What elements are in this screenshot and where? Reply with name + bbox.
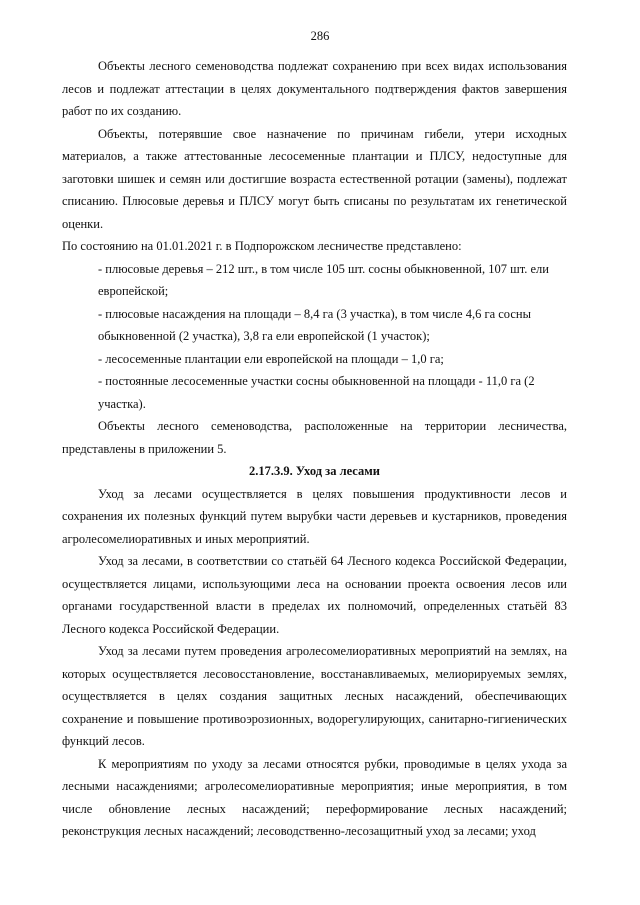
list-item-plus-stands: - плюсовые насаждения на площади – 8,4 га (3 участка), в том числе 4,6 га сосны обыкновенной (2 участка), 3,8 га ели европейской (1 участок); bbox=[98, 306, 532, 343]
page-number: 286 bbox=[310, 29, 330, 43]
paragraph-appendix-reference: Объекты лесного семеноводства, расположенные на территории лесничества, представлены в приложении 5. bbox=[62, 419, 567, 456]
paragraph-forest-care-legal-basis: Уход за лесами, в соответствии со статьёй 64 Лесного кодекса Российской Федерации, осуществляется лицами, использующими леса на основании проекта освоения лесов или органами государственной власти в пределах их полномочий, определенных статьёй 83 Лесного кодекса Российской Федерации. bbox=[62, 554, 567, 636]
paragraph-agroforestry-measures: Уход за лесами путем проведения агролесомелиоративных мероприятий на землях, на которых осуществляется лесовосстановление, восстанавливаемых, мелиорируемых землях, осуществляется в целях создания защитных лесных насаждений, обеспечивающих сохранение и повышение противоэрозионных, водорегулирующих, санитарно-гигиенических функций лесов. bbox=[62, 644, 567, 748]
list-item-seed-plantations: - лесосеменные плантации ели европейской на площади – 1,0 га; bbox=[98, 351, 444, 366]
list-item-plus-trees: - плюсовые деревья – 212 шт., в том числе 105 шт. сосны обыкновенной, 107 шт. ели европейской; bbox=[98, 261, 549, 298]
document-body bbox=[62, 55, 567, 843]
paragraph-seed-objects-writeoff: Объекты, потерявшие свое назначение по причинам гибели, утери исходных материалов, а также аттестованные лесосеменные плантации и ПЛСУ, недоступные для заготовки шишек и семян или достигшие возраста естественной ротации (замены), подлежат списанию. Плюсовые деревья и ПЛСУ могут быть списаны по результатам их генетической оценки. bbox=[62, 126, 567, 231]
list-item-permanent-seed-plots: - постоянные лесосеменные участки сосны обыкновенной на площади - 11,0 га (2 участка). bbox=[98, 374, 535, 411]
section-heading: 2.17.3.9. Уход за лесами bbox=[249, 464, 380, 478]
paragraph-seed-objects-preservation: Объекты лесного семеноводства подлежат сохранению при всех видах использования лесов и подлежат аттестации в целях документального подтверждения фактов завершения работ по их созданию. bbox=[62, 59, 567, 118]
paragraph-care-activities-list: К мероприятиям по уходу за лесами относятся рубки, проводимые в целях ухода за лесными насаждениями; агролесомелиоративные мероприятия; иные мероприятия, в том числе обновление лесных насаждений; переформирование лесных насаждений; реконструкция лесных насаждений; лесоводственно-лесозащитный уход за лесами; уход bbox=[62, 756, 567, 838]
paragraph-forest-care-purpose: Уход за лесами осуществляется в целях повышения продуктивности лесов и сохранения их полезных функций путем вырубки части деревьев и кустарников, проведения агролесомелиоративных и иных мероприятий. bbox=[62, 486, 567, 546]
paragraph-status-date: По состоянию на 01.01.2021 г. в Подпорожском лесничестве представлено: bbox=[62, 239, 462, 253]
